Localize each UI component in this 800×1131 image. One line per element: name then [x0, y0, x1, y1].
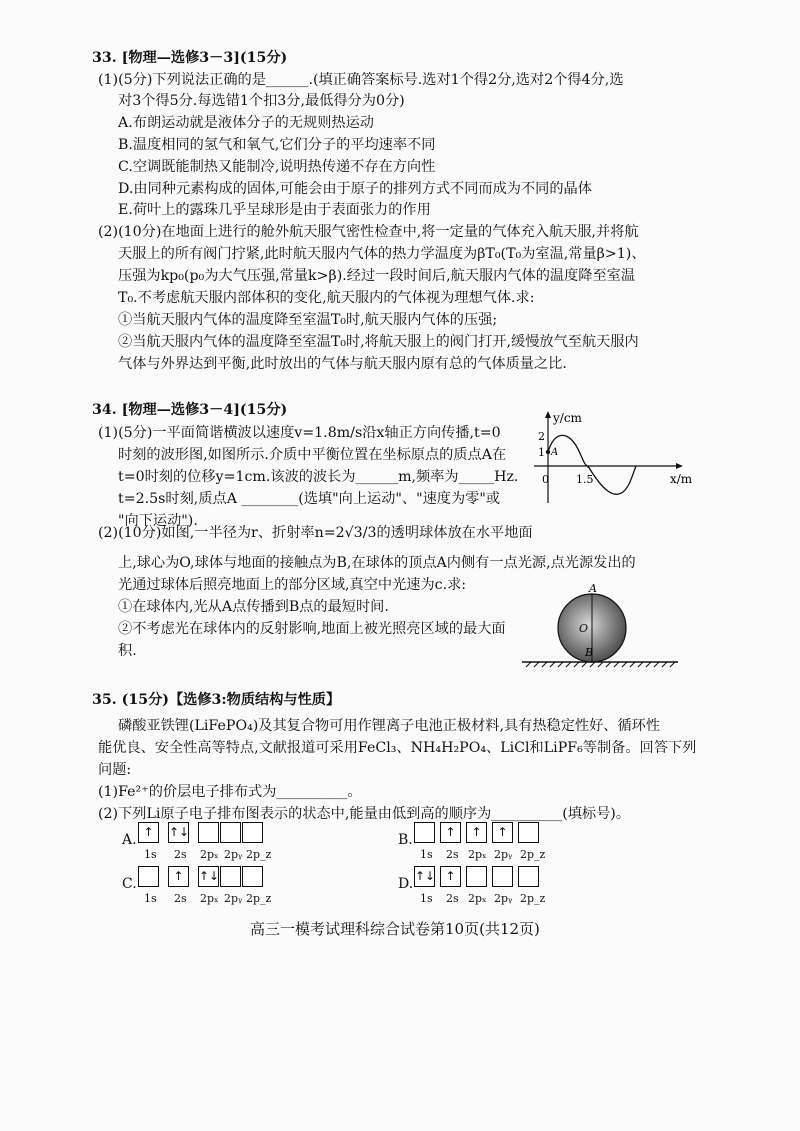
label-bottom-b: B: [585, 646, 594, 659]
q35-intro-line1: 磷酸亚铁锂(LiFePO₄)及其复合物可用作锂离子电池正极材料,具有热稳定性好、循环性: [118, 718, 661, 734]
q33-part2-line7: 气体与外界达到平衡,此时放出的气体与航天服内原有总的气体质量之比.: [118, 356, 567, 372]
orbital-label: 2pᵧ: [224, 848, 243, 861]
q33-part2-line5: ①当航天服内气体的温度降至室温T₀时,航天服内气体的压强;: [118, 312, 498, 328]
x-label: x/m: [670, 472, 693, 486]
q33-part1-line1: (1)(5分)下列说法正确的是______.(填正确答案标号.选对1个得2分,选对2个得4分,选: [98, 72, 624, 88]
orbital-box: ↑↓: [414, 866, 435, 887]
wave-graph: [520, 408, 693, 508]
tick-0: 0: [542, 473, 549, 486]
q35-question-2: (2)下列Li原子电子排布图表示的状态中,能量由低到高的顺序为__________(填标号)。: [98, 806, 631, 822]
q34-part2-line1: (2)(10分)如图,一半径为r、折射率n=2√3/3的透明球体放在水平地面: [98, 525, 533, 541]
x-axis-arrow: [676, 463, 683, 469]
q34-part2-line5: ②不考虑光在球体内的反射影响,地面上被光照亮区域的最大面: [118, 621, 506, 637]
tick-1: 1: [538, 446, 545, 459]
orbital-label: 2p_z: [520, 892, 546, 905]
orbital-label: 2pₓ: [200, 892, 219, 905]
orbital-label: 2s: [174, 848, 187, 861]
orbital-label: 1s: [144, 892, 157, 905]
q33-option-d: D.由同种元素构成的固体,可能会由于原子的排列方式不同而成为不同的晶体: [118, 181, 592, 197]
orbital-label: 2pᵧ: [494, 848, 513, 861]
config-c-label: C.: [122, 876, 137, 892]
orbital-label: 2s: [174, 892, 187, 905]
orbital-label: 2p_z: [246, 892, 272, 905]
label-top-a: A: [589, 582, 597, 595]
sphere-figure: [520, 582, 680, 668]
orbital-label: 1s: [420, 892, 433, 905]
y-axis-arrow: [545, 411, 551, 418]
q34-title: 34. [物理—选修3－4](15分): [92, 402, 288, 418]
q35-intro-line2: 能优良、安全性高等特点,文献报道可采用FeCl₃、NH₄H₂PO₄、LiCl和LiPF₆等制备。回答下列: [98, 740, 697, 756]
q33-option-c: C.空调既能制热又能制冷,说明热传递不存在方向性: [118, 159, 436, 175]
orbital-box: [466, 866, 487, 887]
q33-part2-line1: (2)(10分)在地面上进行的舱外航天服气密性检查中,将一定量的气体充入航天服,并将航: [98, 224, 639, 240]
q33-part2-line3: 压强为kp₀(p₀为大气压强,常量k>β).经过一段时间后,航天服内气体的温度降至室温: [118, 268, 636, 284]
orbital-label: 1s: [144, 848, 157, 861]
q34-part1-line3: t=0时刻的位移y=1cm.该波的波长为______m,频率为_____Hz.: [118, 469, 519, 485]
q33-part2-line6: ②当航天服内气体的温度降至室温T₀时,将航天服上的阀门打开,缓慢放气至航天服内: [118, 334, 639, 350]
orbital-box: ↑↓: [168, 822, 189, 843]
orbital-label: 2pᵧ: [494, 892, 513, 905]
config-a-label: A.: [122, 832, 137, 848]
y-label: y/cm: [553, 411, 582, 425]
orbital-box: ↑: [168, 866, 189, 887]
orbital-box: ↑: [440, 866, 461, 887]
orbital-box: [518, 866, 539, 887]
q34-part2-line6: 积.: [118, 643, 137, 659]
tick-1-5: 1.5: [576, 473, 594, 486]
orbital-box: [138, 866, 159, 887]
orbital-box: [242, 866, 263, 887]
q34-part1-line4: t=2.5s时刻,质点A ________(选填"向上运动"、"速度为零"或: [118, 491, 501, 507]
orbital-label: 2pₓ: [468, 892, 487, 905]
orbital-box: [414, 822, 435, 843]
q35-question-1: (1)Fe²⁺的价层电子排布式为__________。: [98, 784, 362, 800]
orbital-box: [198, 822, 219, 843]
point-a: [546, 450, 550, 454]
q34-part1-line2: 时刻的波形图,如图所示.介质中平衡位置在坐标原点的质点A在: [118, 447, 507, 463]
q33-title: 33. [物理—选修3－3](15分): [92, 50, 288, 66]
tick-2: 2: [538, 430, 545, 443]
q33-part1-line2: 对3个得5分.每选错1个扣3分,最低得分为0分): [118, 93, 405, 109]
orbital-box: ↑: [138, 822, 159, 843]
orbital-label: 2p_z: [520, 848, 546, 861]
q33-option-e: E.荷叶上的露珠几乎呈球形是由于表面张力的作用: [118, 202, 431, 218]
orbital-label: 2p_z: [246, 848, 272, 861]
q34-part2-line3: 光通过球体后照亮地面上的部分区域,真空中光速为c.求:: [118, 577, 467, 593]
orbital-label: 2s: [446, 848, 459, 861]
label-center-o: O: [579, 622, 589, 635]
q33-part2-line4: T₀.不考虑航天服内部体积的变化,航天服内的气体视为理想气体.求:: [118, 290, 535, 306]
orbital-label: 1s: [420, 848, 433, 861]
page-footer: 高三一模考试理科综合试卷第10页(共12页): [250, 920, 540, 938]
orbital-box: ↑: [492, 822, 513, 843]
q33-option-b: B.温度相同的氢气和氧气,它们分子的平均速率不同: [118, 137, 436, 153]
orbital-box: [220, 822, 241, 843]
q33-option-a: A.布朗运动就是液体分子的无规则热运动: [118, 115, 374, 131]
orbital-label: 2pₓ: [200, 848, 219, 861]
orbital-box: [242, 822, 263, 843]
orbital-box: [492, 866, 513, 887]
q33-part2-line2: 天服上的所有阀门拧紧,此时航天服内气体的热力学温度为βT₀(T₀为室温,常量β>1)、: [118, 246, 646, 262]
q34-part2-line4: ①在球体内,光从A点传播到B点的最短时间.: [118, 599, 389, 615]
orbital-box: [518, 822, 539, 843]
config-b-label: B.: [398, 832, 413, 848]
orbital-label: 2s: [446, 892, 459, 905]
orbital-box: [220, 866, 241, 887]
q34-part1-line5: "向下运动").: [118, 513, 198, 529]
orbital-box: ↑: [440, 822, 461, 843]
q35-title: 35. (15分)【选修3:物质结构与性质】: [92, 692, 341, 708]
config-d-label: D.: [398, 876, 414, 892]
orbital-label: 2pₓ: [468, 848, 487, 861]
q34-part1-line1: (1)(5分)一平面简谐横波以速度v=1.8m/s沿x轴正方向传播,t=0: [98, 425, 501, 441]
q34-part2-line2: 上,球心为O,球体与地面的接触点为B,在球体的顶点A内侧有一点光源,点光源发出的: [118, 555, 636, 571]
q35-intro-line3: 问题:: [98, 762, 132, 778]
orbital-label: 2pᵧ: [224, 892, 243, 905]
orbital-box: ↑: [466, 822, 487, 843]
orbital-box: ↑↓: [198, 866, 219, 887]
label-a: A: [551, 447, 559, 458]
